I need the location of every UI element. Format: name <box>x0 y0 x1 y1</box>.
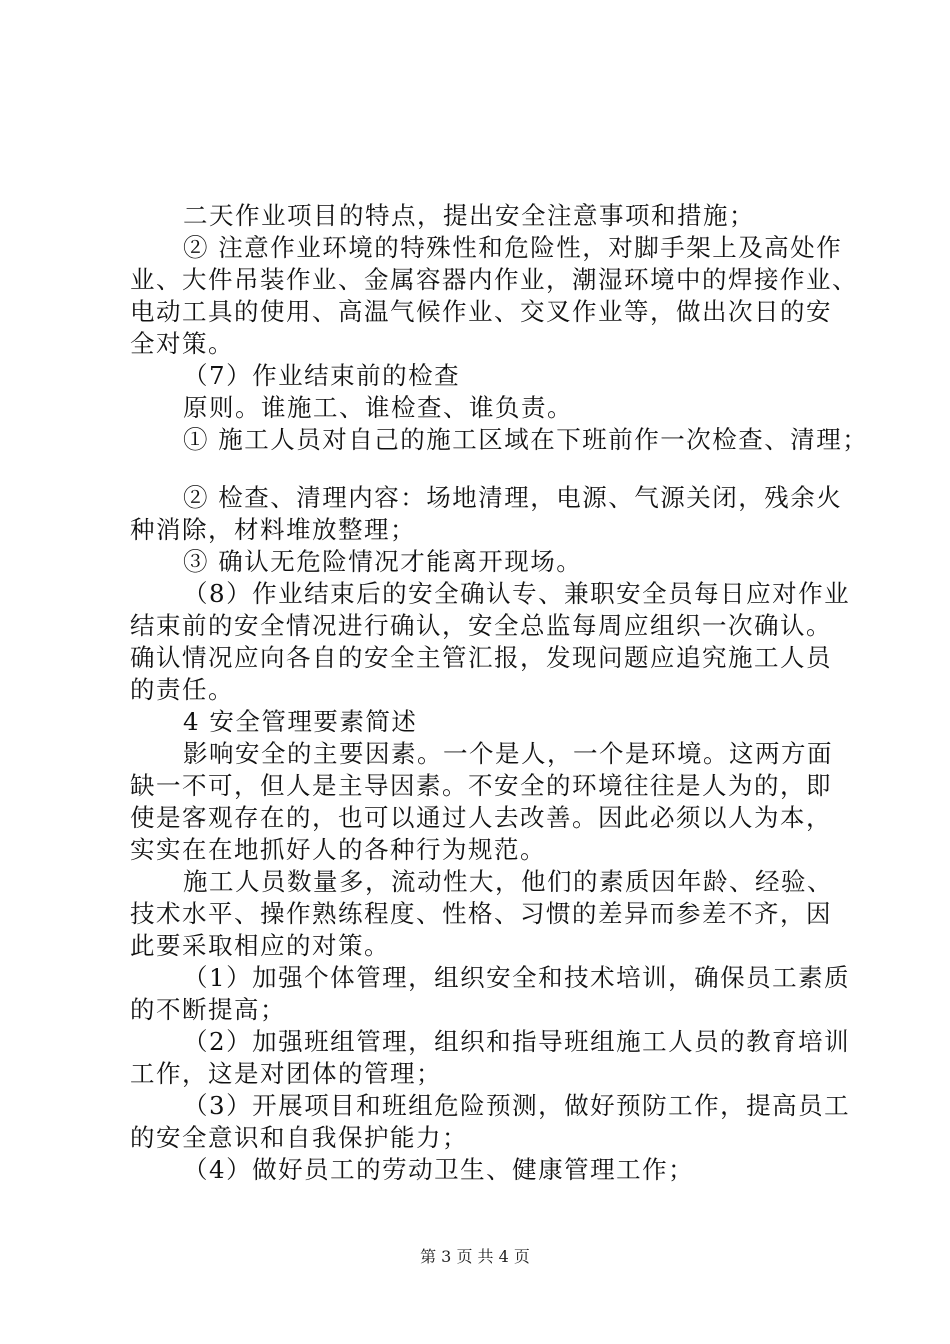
text-line: ③ 确认无危险情况才能离开现场。 <box>183 547 583 576</box>
section-heading: （7）作业结束前的检查 <box>183 361 461 390</box>
text-line: 原则。谁施工、谁检查、谁负责。 <box>183 393 573 422</box>
text-line: 的不断提高； <box>130 995 286 1024</box>
text-line: 工作，这是对团体的管理； <box>130 1059 442 1088</box>
text-line: （2）加强班组管理，组织和指导班组施工人员的教育培训 <box>183 1027 851 1056</box>
text-line: ① 施工人员对自己的施工区域在下班前作一次检查、清理； <box>183 425 869 454</box>
text-line: 缺一不可，但人是主导因素。不安全的环境往往是人为的，即 <box>130 771 832 800</box>
text-line: 确认情况应向各自的安全主管汇报，发现问题应追究施工人员 <box>130 643 832 672</box>
text-line: （8）作业结束后的安全确认专、兼职安全员每日应对作业 <box>183 579 851 608</box>
section-heading: 4 安全管理要素简述 <box>183 707 418 736</box>
page-number-footer: 第 3 页 共 4 页 <box>420 1247 530 1266</box>
text-line: （1）加强个体管理，组织安全和技术培训，确保员工素质 <box>183 963 851 992</box>
text-line: 的安全意识和自我保护能力； <box>130 1123 468 1152</box>
text-line: （4）做好员工的劳动卫生、健康管理工作； <box>183 1155 695 1184</box>
text-line: 此要采取相应的对策。 <box>130 931 390 960</box>
text-line: 电动工具的使用、高温气候作业、交叉作业等，做出次日的安 <box>130 297 832 326</box>
text-line: 实实在在地抓好人的各种行为规范。 <box>130 835 546 864</box>
text-line: （3）开展项目和班组危险预测，做好预防工作，提高员工 <box>183 1091 851 1120</box>
text-line: 全对策。 <box>130 329 234 358</box>
text-line: ② 注意作业环境的特殊性和危险性，对脚手架上及高处作 <box>183 233 843 262</box>
text-line: 技术水平、操作熟练程度、性格、习惯的差异而参差不齐，因 <box>130 899 832 928</box>
text-line: 的责任。 <box>130 675 234 704</box>
text-line: 种消除，材料堆放整理； <box>130 515 416 544</box>
text-line: 业、大件吊装作业、金属容器内作业，潮湿环境中的焊接作业、 <box>130 265 858 294</box>
text-line: 使是客观存在的，也可以通过人去改善。因此必须以人为本， <box>130 803 832 832</box>
text-line: 二天作业项目的特点，提出安全注意事项和措施； <box>183 201 755 230</box>
text-line: 影响安全的主要因素。一个是人，一个是环境。这两方面 <box>183 739 833 768</box>
text-line: ② 检查、清理内容：场地清理，电源、气源关闭，残余火 <box>183 483 843 512</box>
text-line: 施工人员数量多，流动性大，他们的素质因年龄、经验、 <box>183 867 833 896</box>
text-line: 结束前的安全情况进行确认，安全总监每周应组织一次确认。 <box>130 611 832 640</box>
